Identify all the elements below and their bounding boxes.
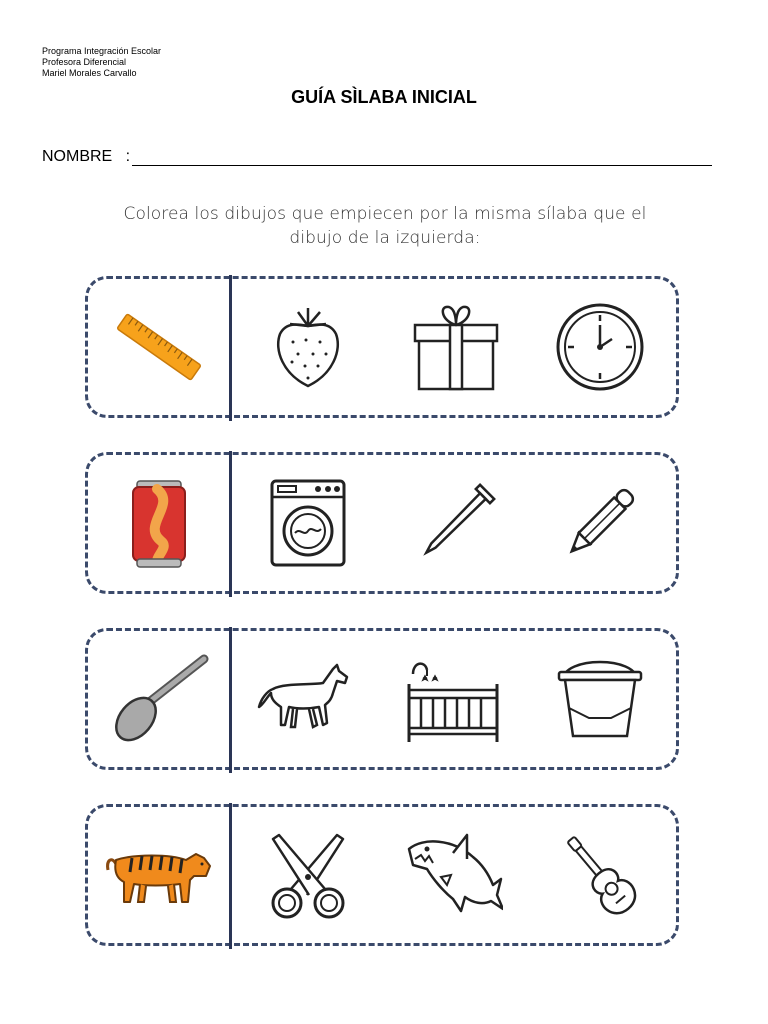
- exercise-row-4: [85, 804, 679, 946]
- row-divider: [229, 451, 232, 597]
- option-cell[interactable]: [548, 807, 652, 943]
- shark-icon[interactable]: [403, 829, 503, 921]
- header: [42, 46, 161, 79]
- reference-cell: [88, 279, 229, 415]
- page-title: GUÍA SÌLABA INICIAL: [291, 87, 477, 107]
- option-cell[interactable]: [258, 807, 358, 943]
- guitar-icon[interactable]: [554, 829, 646, 921]
- option-cell[interactable]: [406, 455, 506, 591]
- crib-icon[interactable]: [403, 654, 503, 744]
- instructions-line2: dibujo de la izquierda:: [289, 228, 481, 248]
- scissors-icon[interactable]: [263, 829, 353, 921]
- option-cell[interactable]: [258, 455, 358, 591]
- option-cell[interactable]: [398, 631, 508, 767]
- header-teacher-role: Profesora Diferencial: [42, 57, 127, 67]
- instructions: [90, 202, 680, 250]
- exercise-row-1: [85, 276, 679, 418]
- tiger-icon: [104, 840, 214, 910]
- header-program: Programa Integración Escolar: [42, 46, 162, 56]
- option-cell[interactable]: [548, 455, 652, 591]
- strawberry-icon[interactable]: [268, 302, 348, 392]
- name-label: NOMBRE :: [42, 148, 131, 165]
- reference-cell: [88, 807, 229, 943]
- header-teacher-name: Mariel Morales Carvallo: [42, 68, 137, 78]
- gift-icon[interactable]: [411, 301, 501, 393]
- option-cell[interactable]: [248, 631, 358, 767]
- row-divider: [229, 803, 232, 949]
- option-cell[interactable]: [548, 279, 652, 415]
- option-cell[interactable]: [548, 631, 652, 767]
- row-divider: [229, 627, 232, 773]
- pencil-icon[interactable]: [554, 477, 646, 569]
- reference-cell: [88, 455, 229, 591]
- bucket-icon[interactable]: [555, 658, 645, 740]
- washing-machine-icon[interactable]: [268, 477, 348, 569]
- option-cell[interactable]: [398, 807, 508, 943]
- nail-icon[interactable]: [410, 477, 502, 569]
- row-divider: [229, 275, 232, 421]
- instructions-line1: Colorea los dibujos que empiecen por la misma sílaba que el: [123, 204, 647, 224]
- spoon-icon: [104, 649, 214, 749]
- reference-cell: [88, 631, 229, 767]
- ruler-icon: [109, 302, 209, 392]
- name-field[interactable]: [42, 148, 712, 166]
- option-cell[interactable]: [258, 279, 358, 415]
- exercise-row-3: [85, 628, 679, 770]
- name-line[interactable]: [132, 149, 712, 166]
- soda-can-icon: [127, 475, 191, 571]
- option-cell[interactable]: [406, 279, 506, 415]
- horse-icon[interactable]: [253, 659, 353, 739]
- clock-icon[interactable]: [554, 301, 646, 393]
- exercise-row-2: [85, 452, 679, 594]
